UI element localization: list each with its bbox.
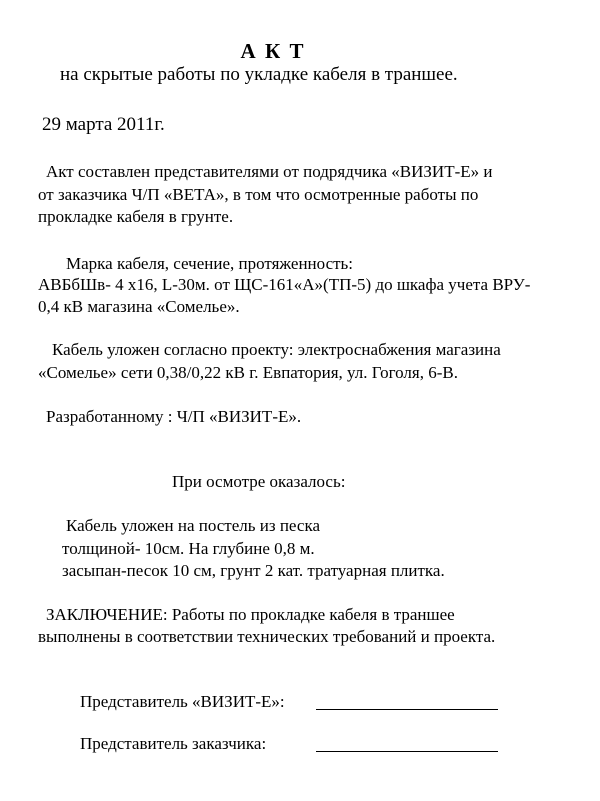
document-subtitle: на скрытые работы по укладке кабеля в траншее. (60, 64, 458, 85)
intro-line: от заказчика Ч/П «ВЕТА», в том что осмотренные работы по (38, 185, 479, 204)
inspection-line: засыпан-песок 10 см, грунт 2 кат. тратуарная плитка. (62, 561, 445, 580)
document-date: 29 марта 2011г. (42, 114, 165, 135)
document-title: А К Т (240, 39, 306, 63)
intro-line: прокладке кабеля в грунте. (38, 207, 234, 226)
contractor-signature-line (316, 709, 498, 710)
customer-signature-label: Представитель заказчика: (80, 734, 267, 753)
conclusion-line: ЗАКЛЮЧЕНИЕ: Работы по прокладке кабеля в траншее (46, 605, 455, 624)
cable-spec-line: Марка кабеля, сечение, протяженность: (66, 254, 354, 273)
inspection-line: толщиной- 10см. На глубине 0,8 м. (62, 539, 315, 558)
cable-spec-line: 0,4 кВ магазина «Сомелье». (38, 297, 240, 316)
intro-line: Акт составлен представителями от подрядчика «ВИЗИТ-Е» и (46, 162, 493, 181)
customer-signature-line (316, 751, 498, 752)
inspection-line: Кабель уложен на постель из песка (66, 516, 320, 535)
conclusion-line: выполнены в соответствии технических требований и проекта. (38, 627, 496, 646)
developer-line: Разработанному : Ч/П «ВИЗИТ-Е». (46, 407, 302, 426)
contractor-signature-label: Представитель «ВИЗИТ-Е»: (80, 692, 285, 711)
cable-spec-line: АВБбШв- 4 х16, L-30м. от ЩС-161«А»(ТП-5) до шкафа учета ВРУ- (38, 275, 531, 294)
project-line: Кабель уложен согласно проекту: электроснабжения магазина (52, 340, 501, 359)
inspection-heading: При осмотре оказалось: (172, 472, 346, 491)
project-line: «Сомелье» сети 0,38/0,22 кВ г. Евпатория, ул. Гоголя, 6-В. (38, 363, 458, 382)
